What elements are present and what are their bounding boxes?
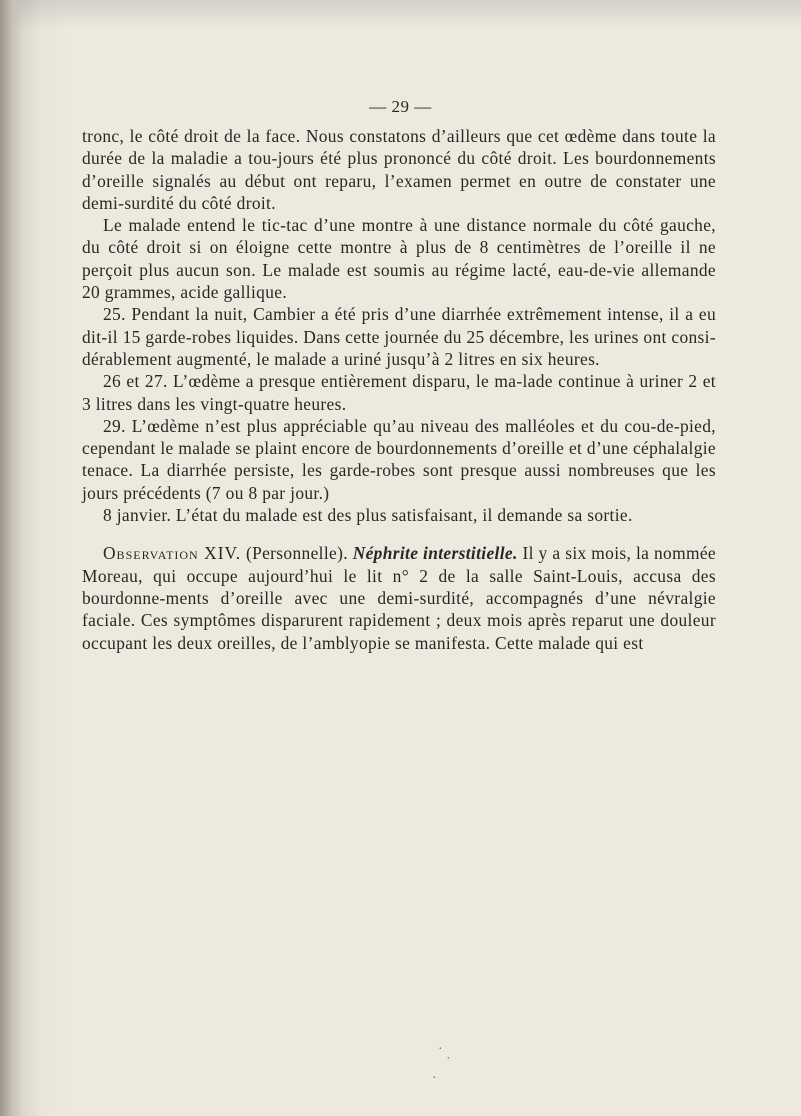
observation-title: Néphrite interstitielle. xyxy=(352,543,518,564)
body-text xyxy=(82,125,716,654)
paragraph-4: 26 et 27. L’œdème a presque entièrement disparu, le ma-lade continue à uriner 2 et 3 litres dans les vingt-quatre heures. xyxy=(82,371,716,414)
ink-speck: ˙ xyxy=(446,1055,451,1070)
ink-speck: · xyxy=(432,1071,437,1086)
paragraph-2: Le malade entend le tic-tac d’une montre à une distance normale du côté gauche, du côté droit si on éloigne cette montre à plus de 8 centimètres de l’oreille il ne perçoit plus aucun son. Le malade est soumis au régime lacté, eau-de-vie allemande 20 grammes, acide gallique. xyxy=(82,215,716,303)
observation-source: (Personnelle). xyxy=(245,543,348,564)
paragraph-1: tronc, le côté droit de la face. Nous constatons d’ailleurs que cet œdème dans toute la durée de la maladie a tou-jours été plus prononcé du côté droit. Les bourdonnements d’oreille signalés au début ont reparu, l’examen permet en outre de constater une demi-surdité du côté droit. xyxy=(82,126,716,213)
observation-paragraph xyxy=(82,542,716,653)
page-number: — 29 — xyxy=(369,97,432,116)
ink-speck: · xyxy=(438,1042,443,1057)
paragraph-3: 25. Pendant la nuit, Cambier a été pris d’une diarrhée extrêmement intense, il a eu dit-il 15 garde-robes liquides. Dans cette journée du 25 décembre, les urines ont consi-dérablement augmenté, le malade a uriné jusqu’à 2 litres en six heures. xyxy=(82,304,716,369)
observation-label: Observation XIV. xyxy=(103,543,242,564)
binding-shadow xyxy=(0,0,22,1116)
observation-body: Il y a six mois, la nommée Moreau, qui occupe aujourd’hui le lit n° 2 de la salle Saint-Louis, accusa des bourdonne-ments d’oreille avec une demi-surdité, accompagnés d’une névralgie faciale. Ces symptômes disparurent rapidement ; deux mois après reparut une douleur occupant les deux oreilles, de l’amblyopie se manifesta. Cette malade qui est xyxy=(82,543,716,653)
paragraph-5: 29. L’œdème n’est plus appréciable qu’au niveau des malléoles et du cou-de-pied, cependant le malade se plaint encore de bourdonnements d’oreille et d’une céphalalgie tenace. La diarrhée persiste, les garde-robes sont presque aussi nombreuses que les jours précédents (7 ou 8 par jour.) xyxy=(82,415,716,503)
paragraph-6: 8 janvier. L’état du malade est des plus satisfaisant, il demande sa sortie. xyxy=(103,505,633,526)
